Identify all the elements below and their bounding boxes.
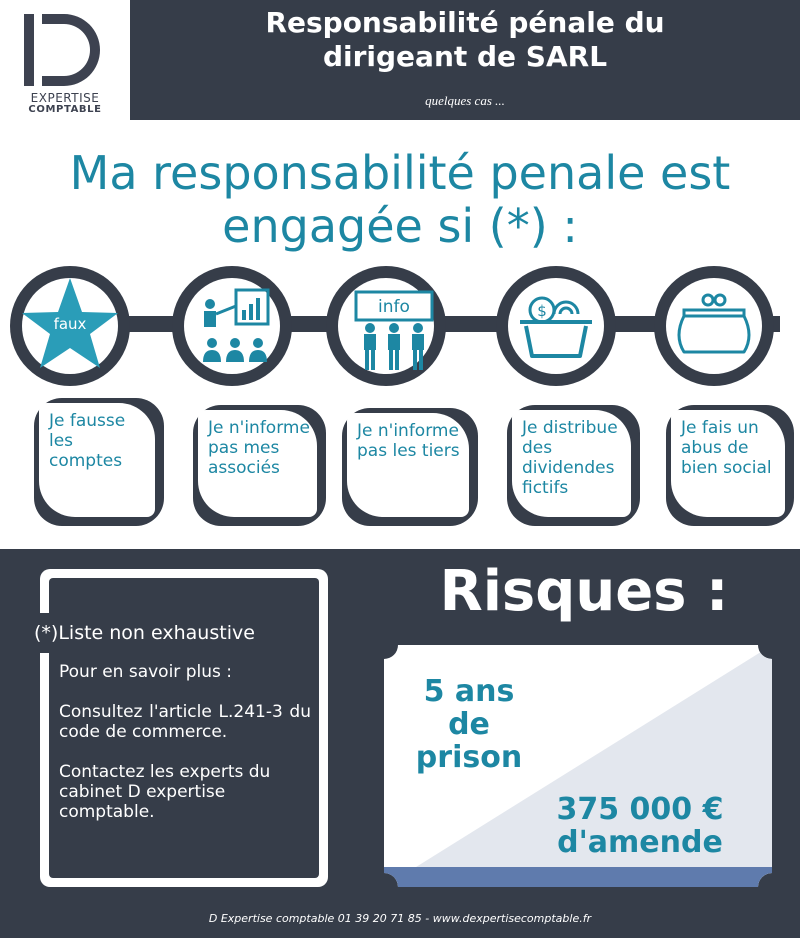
case-card-4 — [507, 405, 640, 526]
risk-fine: 375 000 € d'amende — [556, 792, 724, 860]
case-text-4: Je distribue des dividendes fictifs — [522, 418, 618, 498]
logo-text-expertise: EXPERTISE — [30, 91, 100, 105]
footer-contact: D Expertise comptable 01 39 20 71 85 - www.dexpertisecomptable.fr — [208, 912, 592, 925]
case-card-2 — [193, 405, 326, 526]
case-card-3 — [342, 408, 478, 526]
star-icon — [10, 266, 130, 386]
money-basket-icon — [496, 266, 616, 386]
star-icon-label: faux — [53, 315, 87, 333]
case-icon-circle-5 — [654, 266, 774, 386]
risk-prison: 5 ans de prison — [415, 674, 523, 775]
logo-text-comptable: COMPTABLE — [28, 104, 102, 115]
info-note: (*)Liste non exhaustive — [31, 613, 319, 653]
info-text — [59, 662, 311, 822]
main-heading: Ma responsabilité penale est engagée si (*) : — [69, 146, 731, 253]
case-icon-circle-2 — [172, 266, 292, 386]
purse-icon — [654, 266, 774, 386]
header-band — [130, 0, 800, 120]
info-more-title: Pour en savoir plus : — [59, 662, 232, 682]
case-card-5 — [666, 405, 794, 526]
case-text-1: Je fausse les comptes — [49, 411, 126, 471]
case-icon-circle-3 — [326, 266, 446, 386]
case-icon-circle-4 — [496, 266, 616, 386]
case-icon-circle-1 — [10, 266, 130, 386]
info-box — [34, 569, 328, 887]
logo — [0, 0, 130, 120]
svg-text:$: $ — [537, 302, 547, 320]
info-article: Consultez l'article L.241-3 du code de commerce. — [59, 702, 311, 742]
info-sign-icon — [326, 266, 446, 386]
info-sign-label: info — [378, 297, 410, 317]
page-title: Responsabilité pénale du dirigeant de SARL — [265, 6, 665, 73]
case-text-2: Je n'informe pas mes associés — [208, 418, 310, 478]
page-subtitle: quelques cas ... — [425, 93, 505, 108]
case-text-5: Je fais un abus de bien social — [681, 418, 772, 478]
risks-title: Risques : — [439, 559, 729, 624]
case-text-3: Je n'informe pas les tiers — [357, 421, 460, 461]
presentation-icon — [172, 266, 292, 386]
logo-d-icon — [20, 12, 112, 88]
case-card-1 — [34, 398, 164, 526]
info-contact: Contactez les experts du cabinet D expertise comptable. — [59, 762, 271, 822]
